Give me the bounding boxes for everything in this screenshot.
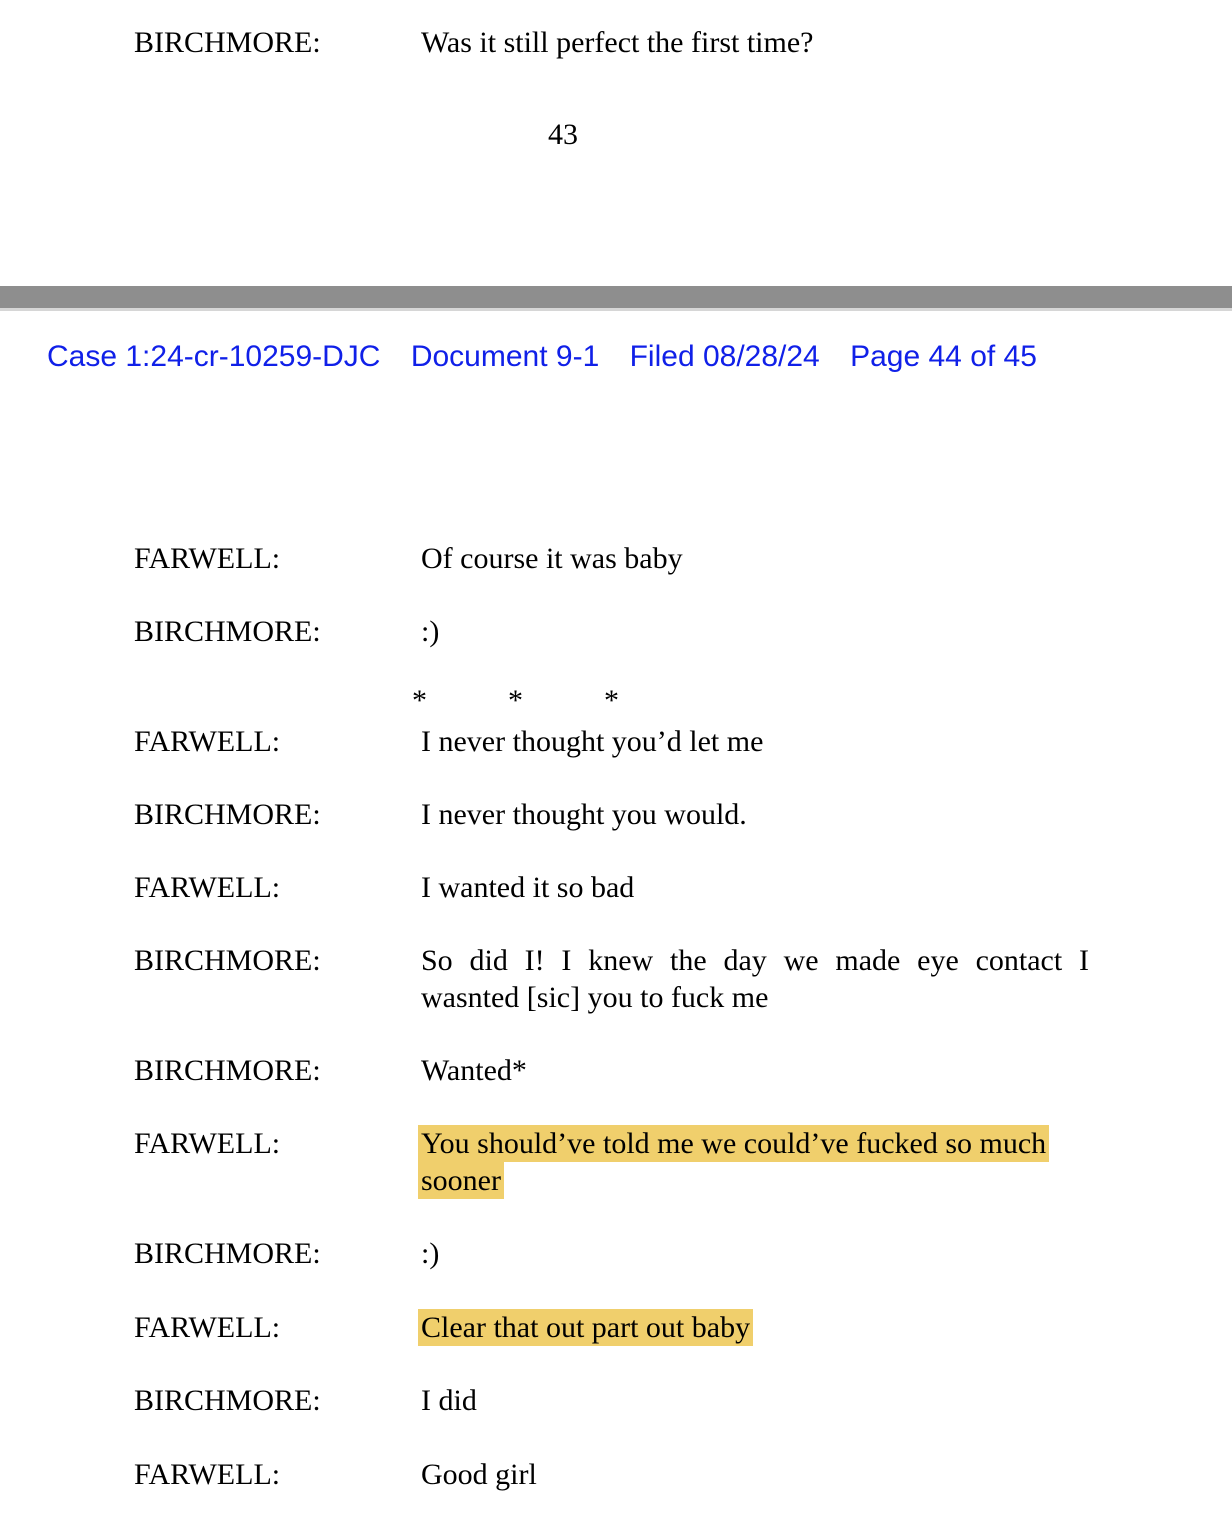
message-text: I never thought you’d let me [421, 725, 764, 758]
speaker-label: FARWELL: [134, 871, 281, 904]
asterisk: * [412, 684, 427, 717]
highlighted-message [421, 1125, 1089, 1199]
message-text: So did I! I knew the day we made eye contact I wasnted [sic] you to fuck me [421, 944, 1089, 1014]
message-text: Of course it was baby [421, 542, 683, 575]
page-indicator: Page 44 of 45 [850, 340, 1037, 373]
speaker-label: BIRCHMORE: [134, 1237, 321, 1270]
message-text: I wanted it so bad [421, 871, 635, 904]
document-number: Document 9-1 [410, 340, 600, 373]
case-number: Case 1:24-cr-10259-DJC [47, 340, 381, 373]
highlighted-text: Clear that out part out baby [418, 1309, 753, 1346]
speaker-label: BIRCHMORE: [134, 26, 321, 59]
message-text: Was it still perfect the first time? [421, 26, 814, 59]
message-text: I did [421, 1384, 477, 1417]
speaker-label: BIRCHMORE: [134, 1054, 321, 1087]
message-text: I never thought you would. [421, 798, 747, 831]
omission-separator [412, 684, 700, 718]
speaker-label: FARWELL: [134, 1311, 281, 1344]
highlighted-text: You should’ve told me we could’ve fucked so much sooner [418, 1125, 1049, 1199]
asterisk: * [604, 684, 619, 717]
speaker-label: BIRCHMORE: [134, 615, 321, 648]
case-header [47, 340, 1059, 374]
speaker-label: FARWELL: [134, 725, 281, 758]
page-number: 43 [548, 118, 578, 151]
speaker-label: FARWELL: [134, 1458, 281, 1491]
speaker-label: FARWELL: [134, 542, 281, 575]
speaker-label: BIRCHMORE: [134, 1384, 321, 1417]
message-text: Wanted* [421, 1054, 527, 1087]
filed-date: Filed 08/28/24 [629, 340, 820, 373]
page-divider [0, 286, 1232, 311]
highlighted-message [421, 1309, 1089, 1346]
message-text: Good girl [421, 1458, 537, 1491]
asterisk: * [508, 684, 523, 717]
speaker-label: BIRCHMORE: [134, 944, 321, 977]
speaker-label: FARWELL: [134, 1127, 281, 1160]
message-text: :) [421, 1237, 440, 1270]
message-text: :) [421, 615, 440, 648]
speaker-label: BIRCHMORE: [134, 798, 321, 831]
